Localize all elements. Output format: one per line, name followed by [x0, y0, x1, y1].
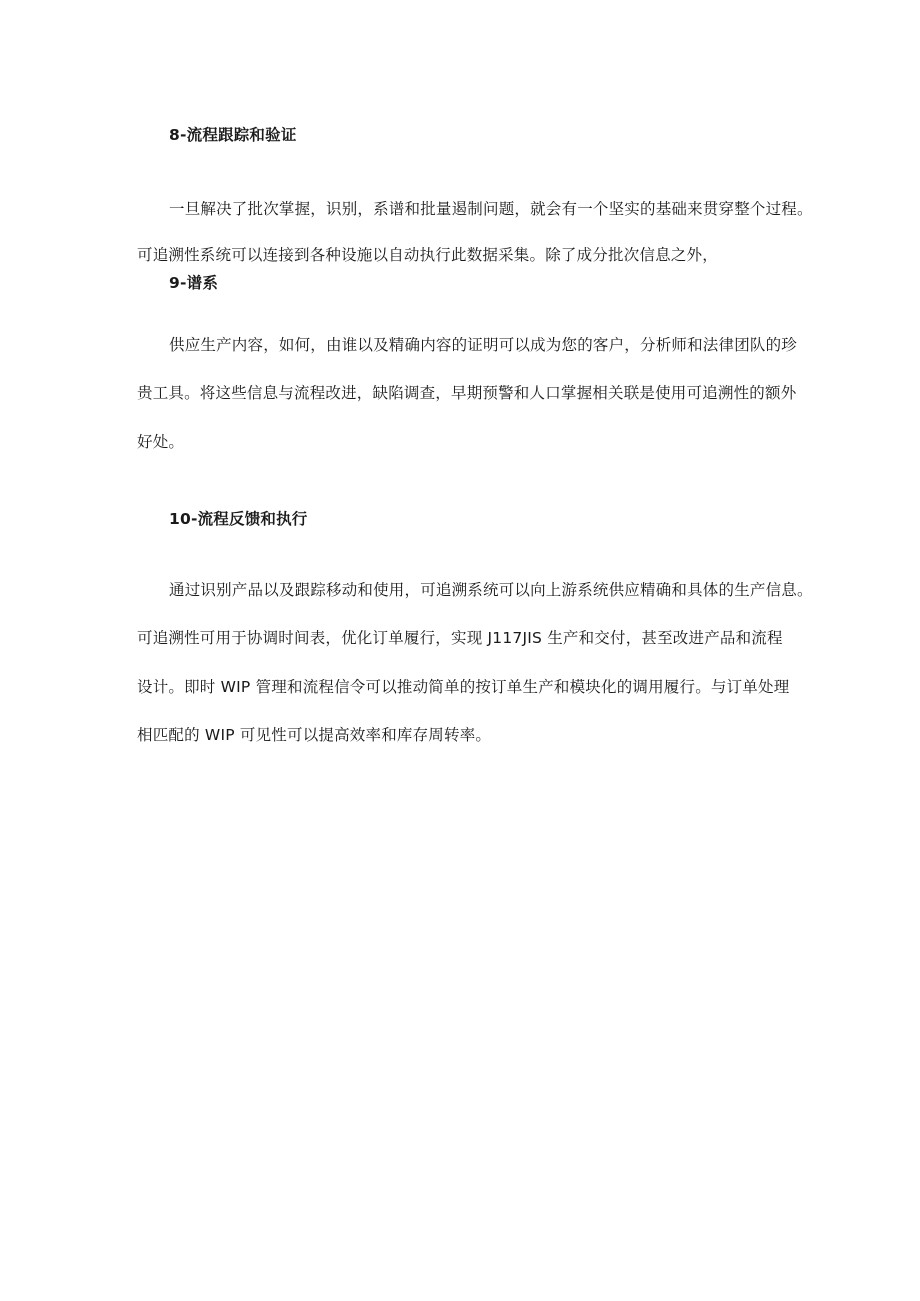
section-9-paragraph-line: 好处。: [137, 433, 185, 451]
section-10-paragraph-line: 通过识别产品以及跟踪移动和使用，可追溯系统可以向上游系统供应精确和具体的生产信息。: [169, 581, 813, 599]
section-9-paragraph-line: 供应生产内容，如何，由谁以及精确内容的证明可以成为您的客户，分析师和法律团队的珍: [169, 336, 798, 354]
section-10-paragraph-line: 相匹配的 WIP 可见性可以提高效率和库存周转率。: [137, 726, 492, 744]
section-8-paragraph-line: 可追溯性系统可以连接到各种设施以自动执行此数据采集。除了成分批次信息之外，: [137, 246, 718, 264]
section-9-heading: 9-谱系: [169, 274, 219, 292]
section-8-heading: 8-流程跟踪和验证: [169, 126, 297, 144]
section-10-paragraph-line: 设计。即时 WIP 管理和流程信令可以推动简单的按订单生产和模块化的调用履行。与订单处理: [137, 678, 790, 696]
section-9-paragraph-line: 贵工具。将这些信息与流程改进，缺陷调查，早期预警和人口掌握相关联是使用可追溯性的额外: [137, 384, 797, 402]
section-10-paragraph-line: 可追溯性可用于协调时间表，优化订单履行，实现 J117JIS 生产和交付，甚至改进产品和流程: [137, 629, 783, 647]
section-10-heading: 10-流程反馈和执行: [169, 510, 308, 528]
section-8-paragraph-line: 一旦解决了批次掌握，识别，系谱和批量遏制问题，就会有一个坚实的基础来贯穿整个过程。: [169, 200, 813, 218]
